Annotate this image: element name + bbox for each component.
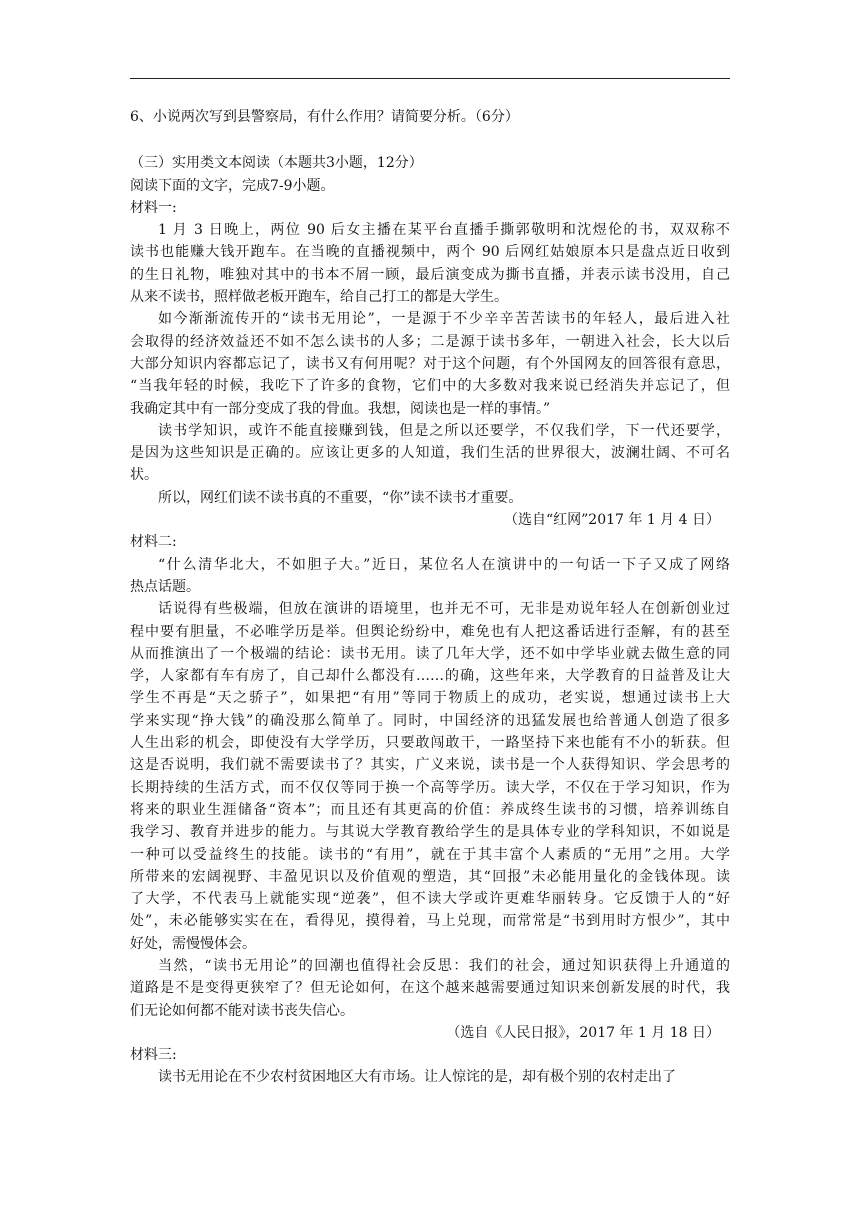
material1-label: 材料一: — [130, 199, 177, 216]
paragraph-line: 处”，未必能够实实在在，看得见，摸得着，马上兑现，而常常是“书到用时方恨少”，其中 — [130, 913, 730, 930]
material2-source: （选自《人民日报》，2017 年 1 月 18 日） — [446, 1024, 720, 1041]
materials — [130, 197, 730, 1089]
paragraph-line: 一种可以受益终生的技能。读书的“有用”，就在于其丰富个人素质的“无用”之用。大学 — [130, 846, 730, 863]
paragraph-line: 状。 — [130, 467, 158, 484]
paragraph-line: 是因为这些知识是正确的。应该让更多的人知道，我们生活的世界很大，波澜壮阔、不可名 — [130, 445, 730, 462]
material2-label: 材料二: — [130, 534, 177, 551]
paragraph-line: 所以，网红们读不读书真的不重要，“你”读不读书才重要。 — [158, 489, 523, 506]
section-title: （三）实用类文本阅读（本题共3小题，12分） — [130, 155, 423, 172]
header-rule — [130, 78, 730, 79]
paragraph-line: 们无论如何都不能对读书丧失信心。 — [130, 1002, 354, 1019]
paragraph-line: “什么清华北大，不如胆子大。”近日，某位名人在演讲中的一句话一下子又成了网络 — [158, 556, 730, 573]
paragraph-line: 读书也能赚大钱开跑车。在当晚的直播视频中，两个 90 后网红姑娘原本只是盘点近日收到 — [130, 244, 730, 261]
paragraph-line: 当然，“读书无用论”的回潮也值得社会反思：我们的社会，通过知识获得上升通道的 — [158, 957, 730, 974]
paragraph-line: 大部分知识内容都忘记了，读书又有何用呢？对于这个问题，有个外国网友的回答很有意思， — [130, 355, 730, 372]
question-6: 6、小说两次写到县警察局，有什么作用？请简要分析。（6分） — [130, 109, 519, 125]
material1-source: （选自“红网”2017 年 1 月 4 日） — [503, 512, 720, 529]
paragraph-line: 道路是不是变得更狭窄了？但无论如何，在这个越来越需要通过知识来创新发展的时代，我 — [130, 980, 730, 997]
paragraph-line: 好处，需慢慢体会。 — [130, 935, 256, 952]
instruction: 阅读下面的文字，完成7-9小题。 — [130, 177, 335, 194]
paragraph-line: 我确定其中有一部分变成了我的骨血。我想，阅读也是一样的事情。” — [130, 400, 551, 417]
document-page — [130, 106, 730, 1089]
paragraph-line: 话说得有些极端，但放在演讲的语境里，也并无不可，无非是劝说年轻人在创新创业过 — [158, 601, 730, 618]
paragraph-line: 热点话题。 — [130, 578, 200, 595]
material3-section — [130, 1044, 730, 1089]
paragraph-line: 如今渐渐流传开的“读书无用论”，一是源于不少辛辛苦苦读书的年轻人，最后进入社 — [158, 311, 730, 328]
paragraph-line: 从而推演出了一个极端的结论：读书无用。读了几年大学，还不如中学毕业就去做生意的同 — [130, 645, 730, 662]
paragraph-line: 程中要有胆量，不必唯学历是举。但舆论纷纷中，难免也有人把这番话进行歪解，有的甚至 — [130, 623, 730, 640]
paragraph-line: 学来实现“挣大钱”的确没那么简单了。同时，中国经济的迅猛发展也给普通人创造了很多 — [130, 712, 730, 729]
paragraph-line: 学，人家都有车有房了，自己却什么都没有……的确，这些年来，大学教育的日益普及让大 — [130, 668, 730, 685]
material3-label: 材料三: — [130, 1047, 177, 1064]
paragraph-line: 所带来的宏阔视野、丰盈见识以及价值观的塑造，其“回报”未必能用量化的金钱体现。读 — [130, 868, 730, 885]
paragraph-line: 将来的职业生涯储备“资本”；而且还有其更高的价值：养成终生读书的习惯，培养训练自 — [130, 801, 730, 818]
paragraph-line: “当我年轻的时候，我吃下了许多的食物，它们中的大多数对我来说已经消失并忘记了，但 — [130, 378, 730, 395]
paragraph-line: 了大学，不代表马上就能实现“逆袭”，但不读大学或许更难华丽转身。它反馈于人的“好 — [130, 891, 730, 908]
paragraph-line: 从来不读书，照样做老板开跑车，给自己打工的都是大学生。 — [130, 289, 508, 306]
paragraph-line: 长期持续的生活方式，而不仅仅等同于换一个高等学历。读大学，不仅在于学习知识，作为 — [130, 779, 730, 796]
paragraph-line: 人生出彩的机会，即使没有大学学历，只要敢闯敢干，一路坚持下来也能有不小的斩获。但 — [130, 735, 730, 752]
paragraph-line: 的生日礼物，唯独对其中的书本不屑一顾，最后演变成为撕书直播，并表示读书没用，自己 — [130, 266, 730, 283]
paragraph-line: 这是否说明，我们就不需要读书了？其实，广义来说，读书是一个人获得知识、学会思考的 — [130, 757, 730, 774]
paragraph-line: 读书学知识，或许不能直接赚到钱，但是之所以还要学，不仅我们学，下一代还要学， — [158, 422, 730, 439]
material2-section — [130, 531, 730, 1044]
material1-section — [130, 197, 730, 531]
paragraph-line: 会取得的经济效益还不如不怎么读书的人多；二是源于读书多年，一朝进入社会，长大以后 — [130, 333, 730, 350]
paragraph-line: 我学习、教育并进步的能力。与其说大学教育教给学生的是具体专业的学科知识，不如说是 — [130, 824, 730, 841]
paragraph-line: 1 月 3 日晚上，两位 90 后女主播在某平台直播手撕郭敬明和沈煜伦的书，双双称不 — [158, 222, 730, 239]
paragraph-line: 读书无用论在不少农村贫困地区大有市场。让人惊诧的是，却有极个别的农村走出了 — [158, 1069, 676, 1086]
paragraph-line: 学生不再是“天之骄子”，如果把“有用”等同于物质上的成功，老实说，想通过读书上大 — [130, 690, 730, 707]
